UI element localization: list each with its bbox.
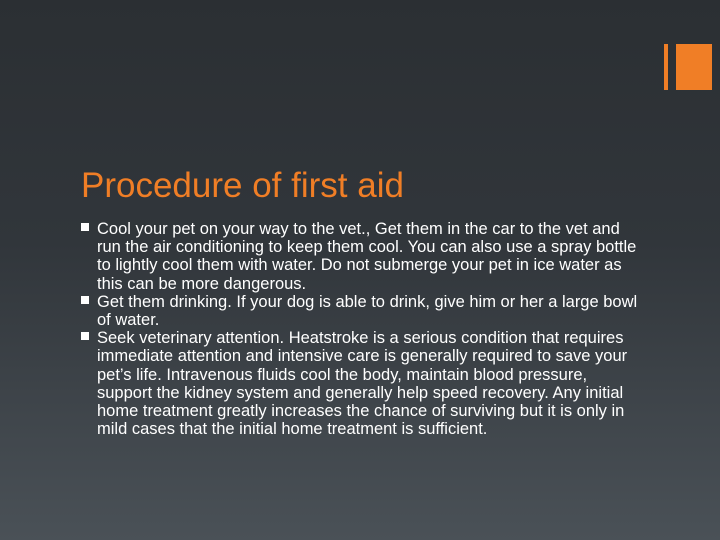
square-bullet-icon [81, 296, 89, 304]
accent-bar-thin [664, 44, 668, 90]
bullet-list [81, 220, 641, 438]
square-bullet-icon [81, 223, 89, 231]
bullet-item [81, 329, 641, 438]
bullet-item [81, 220, 641, 293]
accent-bar-thick [676, 44, 712, 90]
bullet-text: Get them drinking. If your dog is able to drink, give him or her a large bowl of water. [97, 292, 638, 330]
square-bullet-icon [81, 332, 89, 340]
slide-title: Procedure of first aid [81, 166, 404, 205]
bullet-item [81, 293, 641, 329]
bullet-text: Cool your pet on your way to the vet., Get them in the car to the vet and run the air conditioning to keep them cool. You can also use a spray bottle to lightly cool them with water. Do not submerge your pet in ice water as this can be more dangerous. [97, 220, 637, 293]
bullet-text: Seek veterinary attention. Heatstroke is a serious condition that requires immediate attention and intensive care is generally required to save your pet’s life. Intravenous fluids cool the body, maintain blood pressure, support the kidney system and generally help speed recovery. Any initial home treatment greatly increases the chance of surviving but it is only in mild cases that the initial home treatment is sufficient. [97, 329, 628, 439]
